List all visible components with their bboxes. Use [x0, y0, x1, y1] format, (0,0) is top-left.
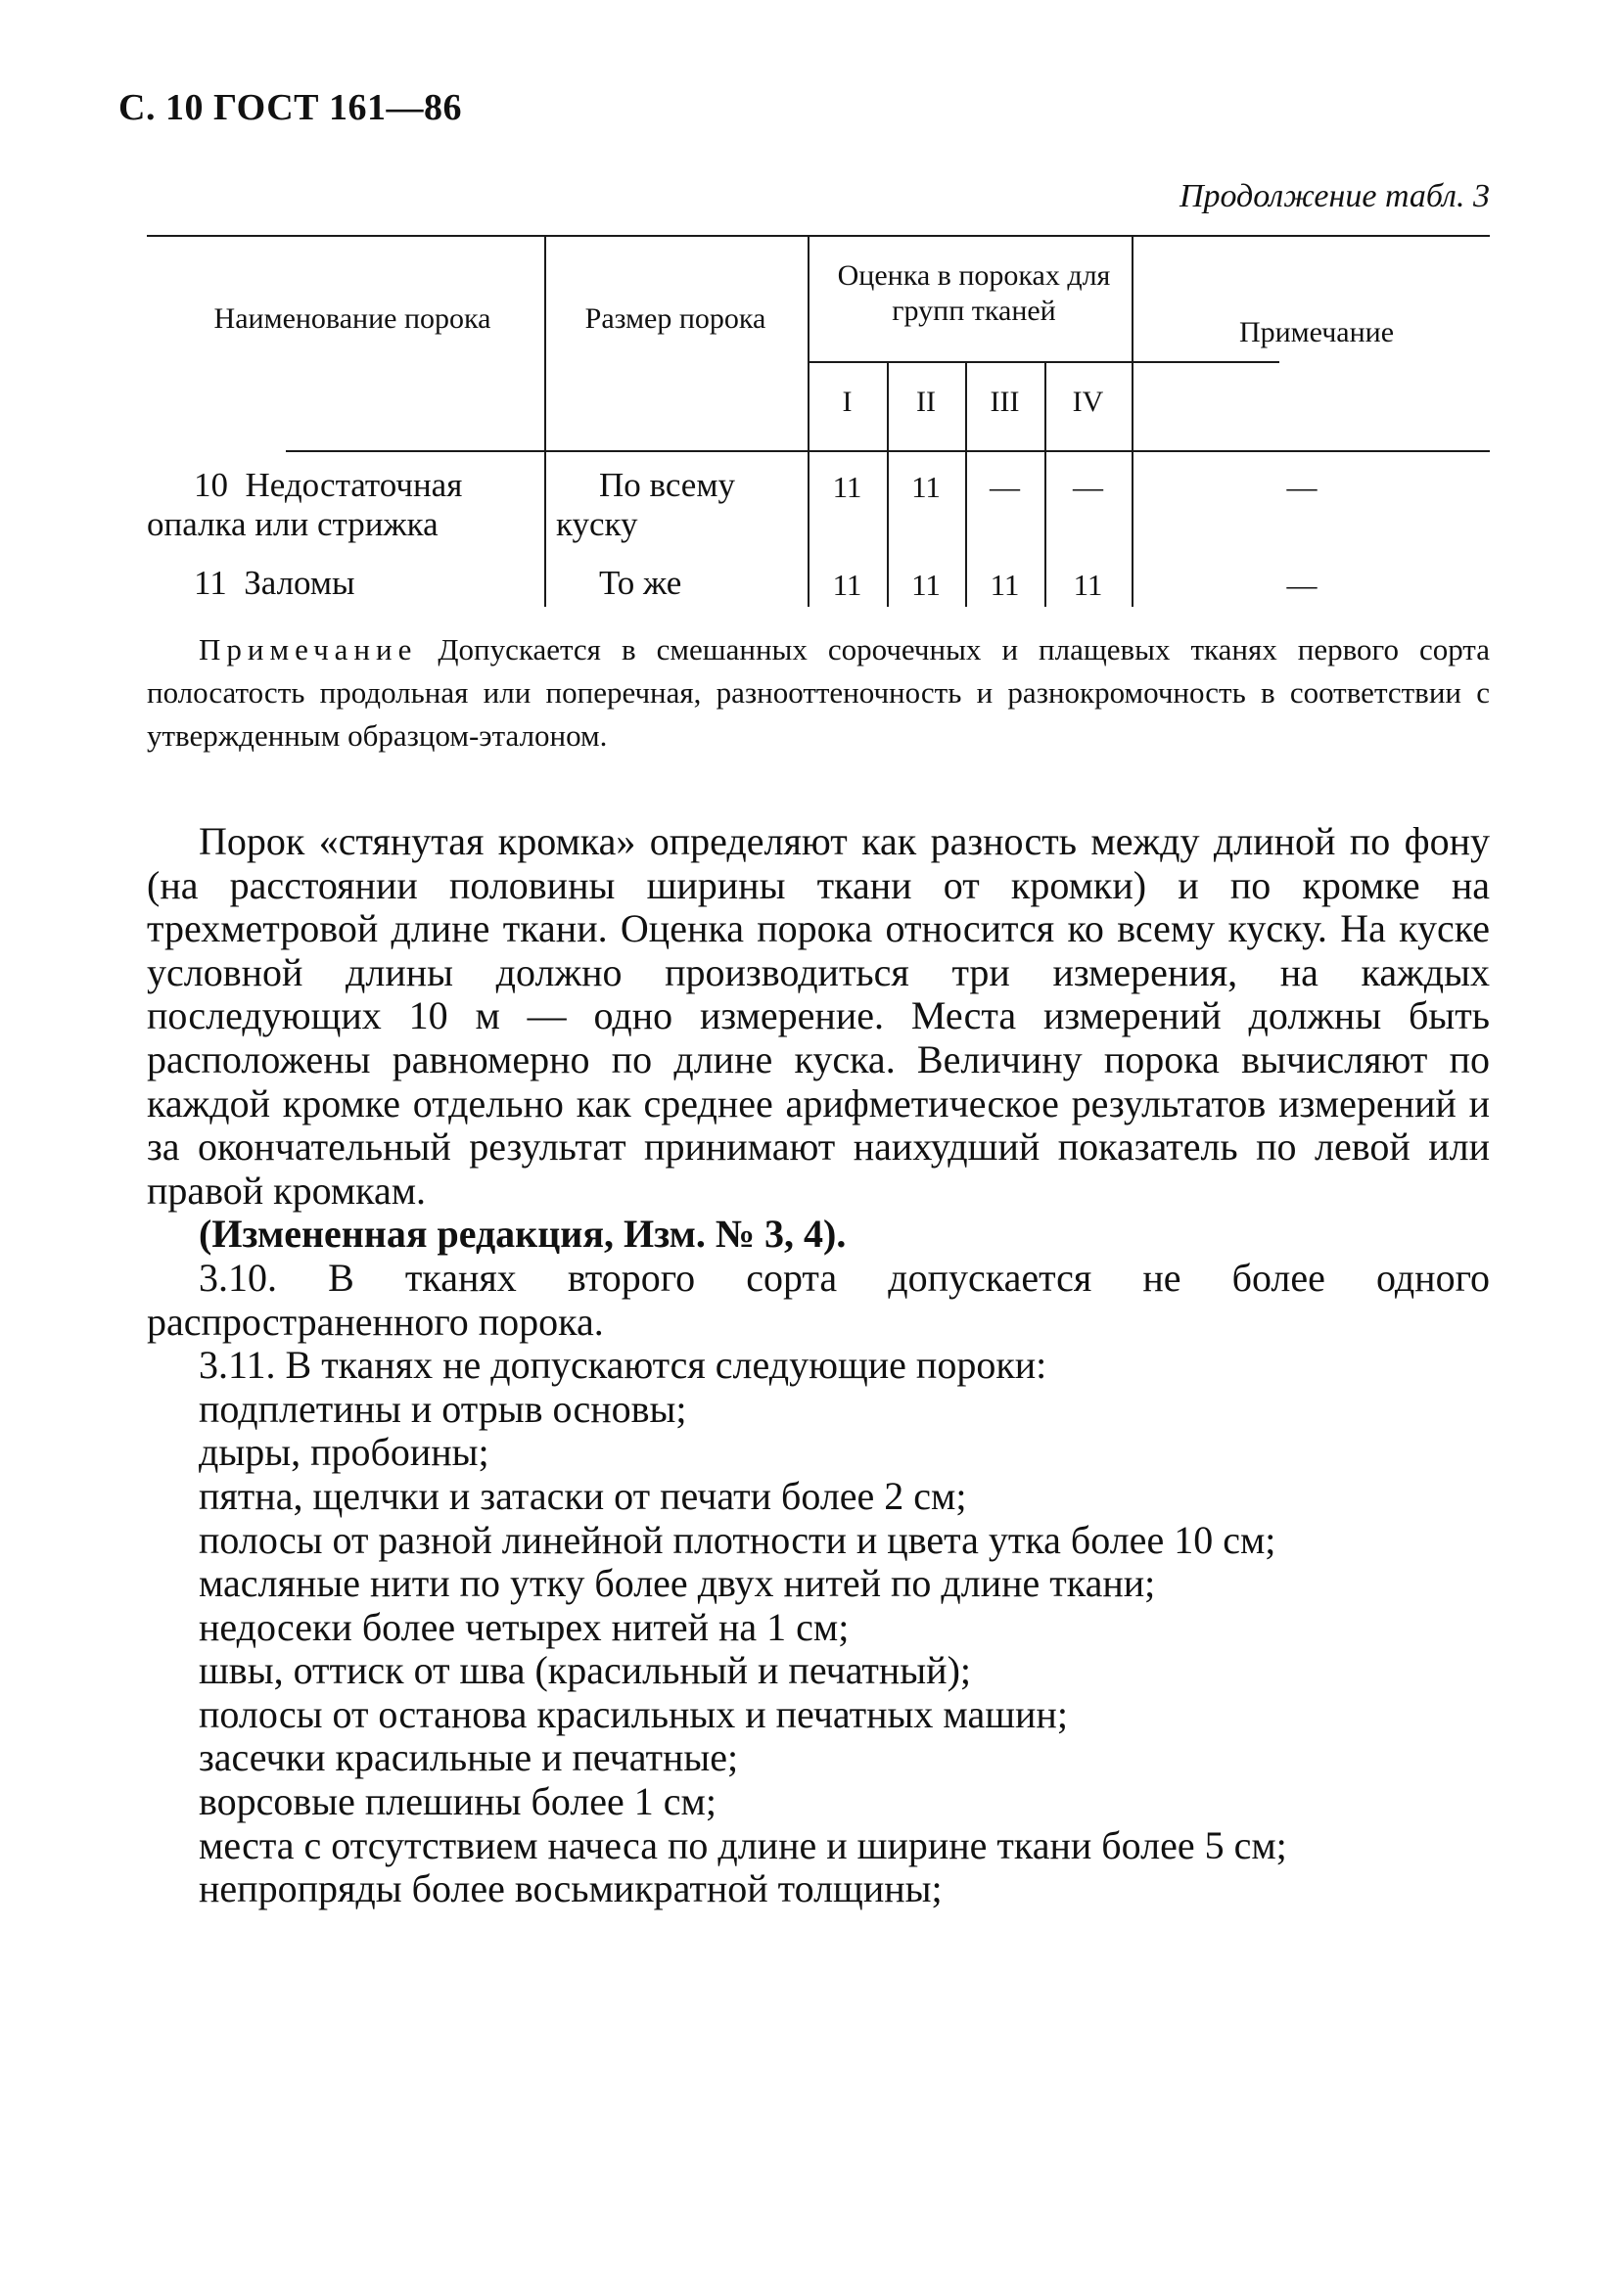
header-group-2: II: [916, 386, 936, 418]
amendment-note: (Измененная редакция, Изм. № 3, 4).: [199, 1212, 847, 1257]
header-rating: Оценка в пороках для групп тканей: [837, 259, 1111, 327]
paragraph-selvedge-defect: Порок «стянутая кромка» определяют как разность между длиной по фону (на расстоянии половины ширины ткани от кромки) и по кромке на трехметровой длине ткани. Оценка порока относится ко всему куску. На куске условной длины должно производиться три измерения, на каждых последующих 10 м — одно измерение. Места измерений должны быть расположены равномерно по длине куска. Величину порока вычисляют по каждой кромке отдельно как среднее арифметическое результатов измерений и за окончательный результат принимают наихудший показатель по левой или правой кромкам.: [147, 819, 1490, 1213]
defect-item: полосы от останова красильных и печатных машин;: [199, 1691, 1068, 1736]
table-caption: Продолжение табл. 3: [1179, 178, 1490, 214]
header-group-3: III: [990, 386, 1020, 418]
defect-item: места с отсутствием начеса по длине и ширине ткани более 5 см;: [199, 1822, 1287, 1867]
page-header: С. 10 ГОСТ 161—86: [118, 87, 462, 128]
row-2-note: —: [1286, 568, 1318, 602]
note-text: Допускается в смешанных сорочечных и плащевых тканях первого сорта полосатость продольная или поперечная, разнооттеночность и разнокромочность в соответствии с утвержденным образцом-эталоном.: [147, 632, 1490, 753]
defect-item: засечки красильные и печатные;: [199, 1735, 739, 1780]
row-1-size-line-2: куску: [556, 505, 638, 543]
defect-item: ворсовые плешины более 1 см;: [199, 1779, 717, 1824]
column-divider-name-size: [544, 235, 546, 607]
column-divider-rating-note: [1132, 235, 1133, 607]
row-1-name-line-2: опалка или стрижка: [147, 505, 439, 543]
row-1-group-3-value: —: [990, 470, 1020, 504]
clause-3-10: 3.10. В тканях второго сорта допускается не более одного распространенного порока.: [147, 1255, 1490, 1344]
defects-table: [147, 235, 1490, 607]
row-1-size-line-1: По всему: [599, 466, 735, 504]
defect-item: непропряды более восьмикратной толщины;: [199, 1866, 943, 1911]
defect-item: недосеки более четырех нитей на 1 см;: [199, 1604, 850, 1649]
defect-item: полосы от разной линейной плотности и цвета утка более 10 см;: [199, 1517, 1276, 1562]
defect-item: подплетины и отрыв основы;: [199, 1386, 687, 1431]
row-1-group-1-value: 11: [832, 470, 862, 504]
row-1-group-2-value: 11: [911, 470, 941, 504]
row-2-name: 11 Заломы: [194, 564, 355, 602]
column-divider-size-rating: [808, 235, 810, 607]
defect-item: швы, оттиск от шва (красильный и печатный);: [199, 1648, 972, 1693]
defect-item: масляные нити по утку более двух нитей по длине ткани;: [199, 1561, 1156, 1606]
row-2-size: То же: [599, 564, 682, 602]
row-1-name-line-1: 10 Недостаточная: [194, 466, 463, 504]
defect-item: дыры, пробоины;: [199, 1430, 489, 1475]
table-top-rule: [147, 235, 1490, 237]
header-group-4: IV: [1072, 386, 1104, 418]
row-2-group-2-value: 11: [911, 568, 941, 602]
note-label: Примечание: [199, 632, 418, 666]
clause-3-11: 3.11. В тканях не допускаются следующие пороки:: [199, 1343, 1047, 1388]
header-defect-name: Наименование порока: [213, 302, 491, 335]
table-footnote: [147, 628, 1490, 758]
row-2-group-3-value: 11: [990, 568, 1020, 602]
row-2-group-4-value: 11: [1073, 568, 1103, 602]
header-defect-size: Размер порока: [584, 302, 766, 335]
rating-subheader-rule: [808, 361, 1279, 363]
row-2-group-1-value: 11: [832, 568, 862, 602]
header-group-1: I: [842, 386, 853, 418]
header-note: Примечание: [1238, 316, 1395, 348]
defect-item: пятна, щелчки и затаски от печати более 2 см;: [199, 1473, 967, 1518]
body-text: [147, 820, 1490, 1911]
row-1-group-4-value: —: [1073, 470, 1103, 504]
row-1-note: —: [1286, 470, 1318, 504]
